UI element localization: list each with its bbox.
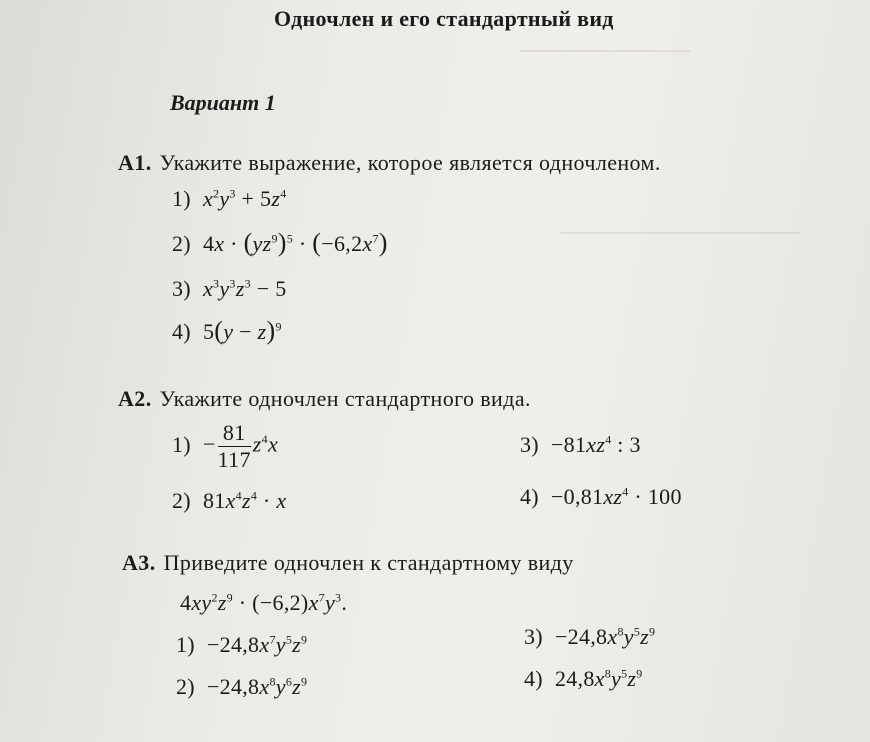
coefficient: −6,2 [321, 231, 363, 256]
a3-option-3: $3) -24,8x^8y^5z^9$ [524, 624, 656, 649]
fraction [218, 420, 251, 473]
question-number: А2. [118, 386, 152, 411]
a1-option-2: 2) $4x \cdot (yz^9)^5 \cdot (-6,2x^7)$ [172, 228, 388, 257]
multiplier: 100 [647, 484, 682, 509]
a3-option-4: 4) $24,8x^8y^5z^9$ [524, 666, 643, 691]
coefficient: −81 [550, 432, 587, 457]
option-number: 1) [172, 186, 191, 211]
fraction-denominator: 117 [217, 447, 251, 472]
fraction-numerator: 81 [218, 420, 251, 447]
coefficient: 5 [202, 319, 215, 344]
coefficient: 4 [180, 590, 192, 615]
question-number: А3. [122, 550, 156, 575]
coefficient: −24,8 [206, 674, 260, 699]
question-a2 [118, 386, 531, 412]
bleed-through-artifact [520, 50, 690, 52]
bleed-through-artifact [560, 232, 800, 234]
option-number: 4) [520, 484, 539, 509]
a1-option-3: 3) $x^3y^3z^3 - 5$ [172, 276, 287, 301]
question-text: Укажите выражение, которое является одночленом. [159, 150, 661, 175]
a1-option-4: 4) $5(y - z)^9$ [172, 316, 282, 345]
a1-option-1: 1) $x^2y^3 + 5z^4$ [172, 186, 287, 211]
option-number: 1) [176, 632, 195, 657]
option-number: 2) [172, 488, 191, 513]
option-number: 2) [176, 674, 195, 699]
a2-option-3: $3) -81xz^4$ : 3 [520, 432, 641, 457]
a3-expression: $4xy^2z^9 \cdot (-6,2)x^7y^3$. [180, 590, 348, 615]
coefficient: 4 [202, 231, 215, 256]
option-number: 3) [172, 276, 191, 301]
question-text: Укажите одночлен стандартного вида. [159, 386, 531, 411]
page-title: Одночлен и его стандартный вид [274, 6, 614, 31]
question-number: А1. [118, 150, 152, 175]
a2-option-1: 1) − $\frac{81}{117}$ $z^4x$ [172, 420, 279, 472]
option-number: 4) [172, 319, 191, 344]
question-a3 [122, 550, 574, 576]
option-number: 3) [524, 624, 543, 649]
coefficient: 81 [202, 488, 226, 513]
a3-option-1: $1) -24,8x^7y^5z^9$ [176, 632, 308, 657]
coefficient: −6,2 [259, 590, 301, 615]
option-number: 4) [524, 666, 543, 691]
coefficient: 24,8 [554, 666, 595, 691]
a2-option-2: 2) $81x^4z^4 \cdot x$ [172, 488, 287, 513]
option-number: 2) [172, 231, 191, 256]
variant-label: Вариант 1 [170, 90, 276, 115]
question-a1 [118, 150, 661, 176]
a2-option-4: $4) -0,81xz^4 \cdot 100$ [520, 484, 682, 509]
question-text: Приведите одночлен к стандартному виду [163, 550, 574, 575]
option-number: 3) [520, 432, 539, 457]
constant: 5 [275, 276, 287, 301]
divisor: 3 [629, 432, 641, 457]
coefficient: −24,8 [554, 624, 608, 649]
option-number: 1) [172, 431, 191, 457]
coefficient: −0,81 [550, 484, 604, 509]
coefficient: −24,8 [206, 632, 260, 657]
a3-option-2: $2) -24,8x^8y^6z^9$ [176, 674, 308, 699]
